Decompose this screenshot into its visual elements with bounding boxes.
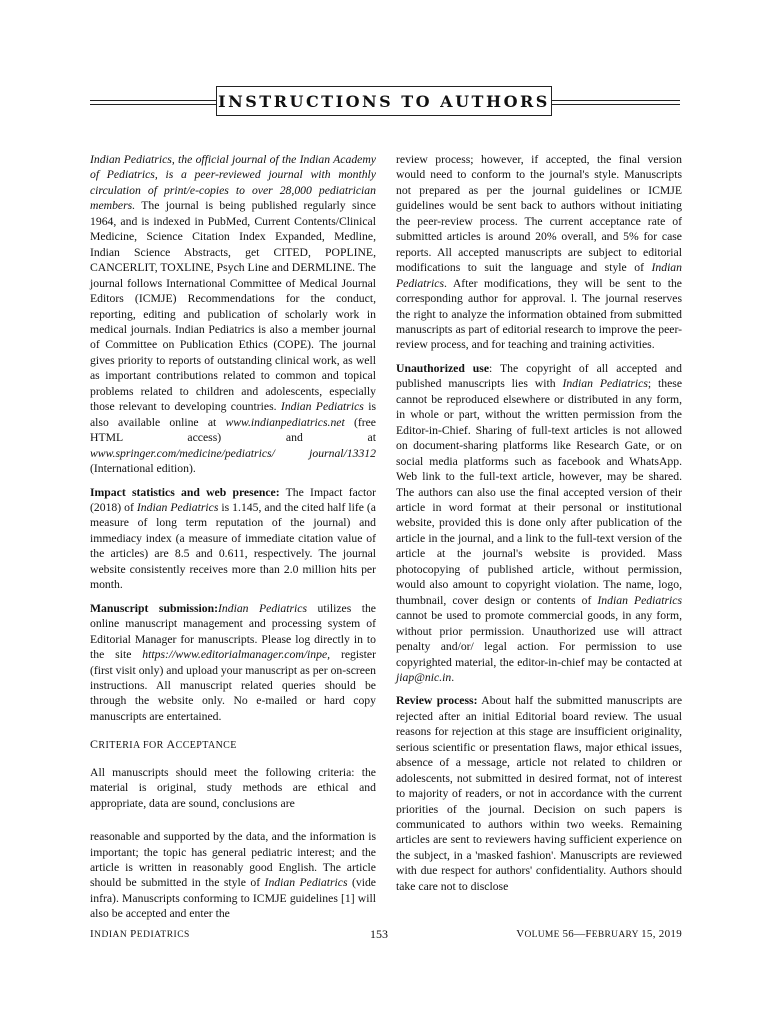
impact-paragraph (90, 485, 376, 593)
unauthorized-use-heading: Unauthorized use (396, 361, 490, 375)
impact-heading: Impact statistics and web presence: (90, 485, 280, 499)
heading-cap: C (90, 737, 99, 752)
intro-text: The journal is being published regularly since 1964, and is indexed in PubMed, Current Contents/Clinical Medicine, Science Citation Index Expanded, Medline, Indian Science Abstracts, get CITED, POPLINE, CANCERLIT, TOXLINE, Psych Line and DERMLINE. The journal follows International Committee of Medical Journal Editors (ICMJE) Recommendations for the conduct, reporting, editing and publication of scholarly work in medical journals. Indian Pediatrics is also a member journal of Committee on Publication Ethics (COPE). The journal gives priority to reports of outstanding clinical work, as well as important contributions related to common and topical problems related to children and adolescents, especially those relevant to developing countries. (90, 199, 376, 414)
right-column (396, 152, 682, 902)
intro-italic: Indian Pediatrics, the official journal of the Indian Academy of Pediatrics, is a peer-reviewed journal with monthly circulation of print/e-copies to over 28,000 pediatrician members. (90, 153, 376, 213)
footer-cap: F (585, 928, 592, 940)
footer-cap: I (90, 928, 95, 940)
criteria-text: (vide infra). Manuscripts conforming to ICMJE guidelines [1] will also be accepted and enter the (90, 876, 376, 921)
editorial-manager-link[interactable]: https://www.editorialmanager.com/inpe, (142, 648, 331, 662)
footer-date: 15, 2019 (641, 928, 682, 940)
review-text: . After modifications, they will be sent to the corresponding author for approval. l. The journal reserves the right to analyze the information obtained from submitted manuscripts as part of editorial research to improve the peer-review process, and for teaching and training activities. (396, 276, 682, 352)
footer-smallcaps: EBRUARY (591, 930, 642, 940)
journal-name: Indian Pediatrics (136, 500, 219, 514)
journal-name: Indian Pediatrics (562, 377, 648, 391)
review-process-heading: Review process: (396, 694, 478, 708)
footer-cap: V (516, 928, 525, 940)
journal-name: Indian Pediatrics (597, 593, 682, 607)
review-process-paragraph (396, 693, 682, 894)
unauthorized-text: : The copyright of all accepted and published manuscripts lies with (396, 361, 682, 391)
page-title: INSTRUCTIONS TO AUTHORS (216, 86, 552, 116)
unauthorized-use-paragraph (396, 361, 682, 686)
footer-smallcaps: NDIAN (94, 930, 131, 940)
criteria-heading (90, 737, 376, 753)
journal-name: Indian Pediatrics (264, 876, 348, 890)
unauthorized-text: . (451, 670, 455, 684)
footer-dash: — (574, 928, 586, 940)
page-number: 153 (370, 927, 388, 941)
footer-cap: P (130, 928, 137, 940)
intro-text: is also available online at (90, 400, 377, 429)
footer-smallcaps: EDIATRICS (136, 930, 190, 940)
page-footer (90, 928, 682, 944)
impact-text: is 1.145, and the cited half life (a measure of long term reputation of the journal) and immediacy index (a measure of immediate citation value of the articles) are 8.5 and 0.611, respectively. The journal website consistently receives more than 2.0 million hits per month. (90, 500, 376, 592)
review-process-text: About half the submitted manuscripts are rejected after an initial Editorial board review. The usual reasons for rejection at this stage are insufficient originality, serious scientific or presentation flaws, major ethical issues, absence of a message, article not related to children or adolescents, not submitted in desired format, not of interest to majority of readers, or not in accordance with the current priorities of the journal. Decision on such papers is communicated to authors within two weeks. Remaining articles are sent to reviewers having sufficient experience on the subject, in a 'masked fashion'. Manuscripts are reviewed with due respect for authors' confidentiality. Authors should take care not to disclose (396, 694, 683, 893)
unauthorized-text: cannot be used to promote commercial goods, in any form, without prior permission. Unauthorized use will attract penalty and/or/ legal action. For permission to use copyrighted material, the editor-in-chief may be contacted at (396, 609, 682, 669)
heading-cap: A (166, 737, 176, 752)
heading-smallcaps: RITERIA FOR (98, 740, 167, 752)
journal-name: Indian Pediatrics (280, 400, 364, 414)
footer-journal-name (90, 928, 190, 940)
journal-url-link[interactable]: www.indianpediatrics.net (225, 415, 345, 429)
footer-smallcaps: OLUME (524, 930, 563, 940)
review-text: review process; however, if accepted, the final version would need to conform to the journal's style. Manuscripts not prepared as per the journal guidelines or ICMJE guidelines would be sent back to authors without initiating the peer-review process. The current acceptance rate of submitted articles is around 20% overall, and 5% for case reports. All accepted manuscripts are subject to editorial modifications to suit the language and style of (396, 153, 682, 275)
editor-email-link[interactable]: jiap@nic.in (396, 670, 452, 684)
review-continuation-paragraph (396, 152, 682, 353)
criteria-text: reasonable and supported by the data, and the information is important; the topic has general pediatric interest; and the article is written in reasonably good English. The article should be submitted in the style of (90, 830, 376, 890)
intro-text: (free HTML access) and at (90, 415, 376, 445)
journal-name: Indian Pediatrics (396, 261, 682, 290)
springer-url-link[interactable]: www.springer.com/medicine/pediatrics/ journal/13312 (90, 446, 376, 460)
footer-issue (516, 928, 682, 940)
heading-smallcaps: CCEPTANCE (175, 740, 237, 752)
manuscript-paragraph (90, 601, 376, 725)
criteria-paragraph-1: All manuscripts should meet the following criteria: the material is original, study methods are ethical and appropriate, data are sound, conclusions are (90, 765, 376, 810)
journal-name: Indian Pediatrics (218, 601, 308, 615)
left-column (90, 152, 376, 930)
impact-text: The Impact factor (2018) of (90, 485, 376, 514)
footer-volume-number: 56 (562, 928, 575, 940)
intro-text: (International edition). (90, 462, 196, 476)
manuscript-text: utilizes the online manuscript management and processing system of Editorial Manager for manuscripts. Please log directly in to the site (90, 601, 376, 662)
unauthorized-text: ; these cannot be reproduced elsewhere or distributed in any form, in whole or part, without the written permission from the Editor-in-Chief. Sharing of full-text articles is not allowed on document-sharing platforms like Research Gate, or on social media platforms such as facebook and WhatsApp. Web link to the full-text article, however, may be shared. The authors can also use the final accepted version of their article in word format at their personal or institutional website, provided this is done only after publication of the article in the journal, and a link to the full-text version of the article at the journal's website is provided. Mass photocopying of published article, without permission, would also amount to copyright violation. The name, logo, thumbnail, cover design or contents of (396, 377, 683, 607)
criteria-paragraph-2 (90, 829, 376, 922)
title-banner (90, 86, 680, 116)
intro-paragraph (90, 152, 376, 477)
manuscript-heading: Manuscript submission: (90, 601, 219, 615)
manuscript-text: register (first visit only) and upload your manuscript as per on-screen instructions. All manuscript related queries should be through the website only. No e-mailed or hard copy manuscripts are entertained. (90, 648, 376, 723)
